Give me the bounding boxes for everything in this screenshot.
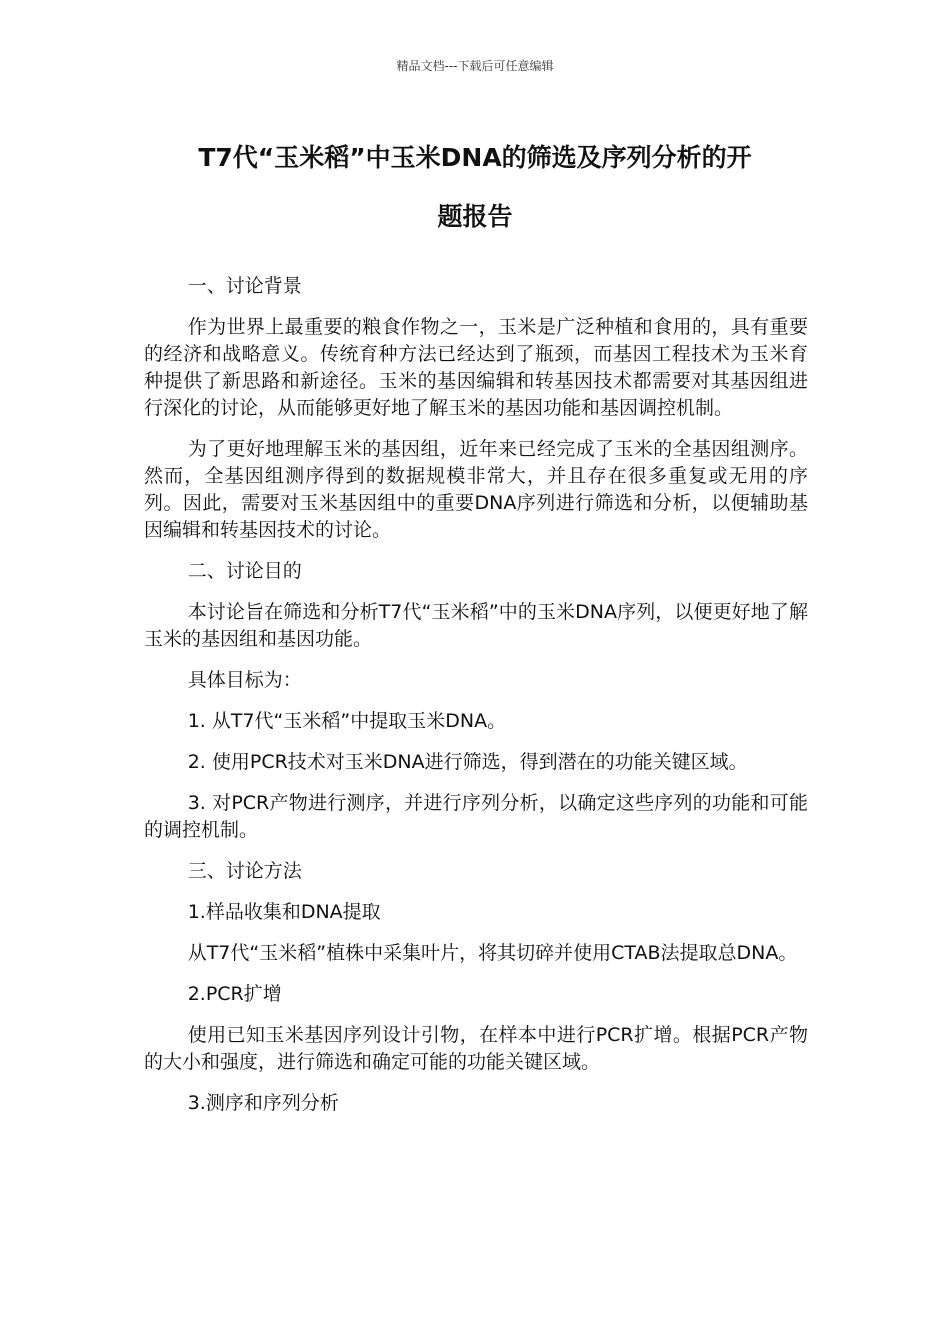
document-title-line-2: 题报告 <box>437 202 513 231</box>
section-heading-background: 一、讨论背景 <box>187 275 302 297</box>
list-item: 2. 使用PCR技术对玉米DNA进行筛选，得到潜在的功能关键区域。 <box>187 751 748 773</box>
subheading: 2.PCR扩增 <box>187 983 282 1005</box>
section-heading-purpose: 二、讨论目的 <box>187 560 302 582</box>
section-heading-methods: 三、讨论方法 <box>187 860 302 882</box>
paragraph: 具体目标为： <box>187 669 302 691</box>
list-item: 1. 从T7代“玉米稻”中提取玉米DNA。 <box>187 710 507 732</box>
paragraph: 使用已知玉米基因序列设计引物，在样本中进行PCR扩增。根据PCR产物的大小和强度，进行筛选和确定可能的功能关键区域。 <box>144 1024 808 1073</box>
page-header: 精品文档---下载后可任意编辑 <box>396 59 554 73</box>
document-title-line-1: T7代“玉米稻”中玉米DNA的筛选及序列分析的开 <box>198 143 752 172</box>
paragraph: 本讨论旨在筛选和分析T7代“玉米稻”中的玉米DNA序列，以便更好地了解玉米的基因组和基因功能。 <box>144 601 808 650</box>
subheading: 1.样品收集和DNA提取 <box>187 901 381 923</box>
subheading: 3.测序和序列分析 <box>187 1092 339 1114</box>
paragraph: 作为世界上最重要的粮食作物之一，玉米是广泛种植和食用的，具有重要的经济和战略意义。传统育种方法已经达到了瓶颈，而基因工程技术为玉米育种提供了新思路和新途径。玉米的基因编辑和转基因技术都需要对其基因组进行深化的讨论，从而能够更好地了解玉米的基因功能和基因调控机制。 <box>144 316 808 419</box>
paragraph: 为了更好地理解玉米的基因组，近年来已经完成了玉米的全基因组测序。然而，全基因组测序得到的数据规模非常大，并且存在很多重复或无用的序列。因此，需要对玉米基因组中的重要DNA序列进行筛选和分析，以便辅助基因编辑和转基因技术的讨论。 <box>144 438 808 541</box>
paragraph: 从T7代“玉米稻”植株中采集叶片，将其切碎并使用CTAB法提取总DNA。 <box>187 942 798 964</box>
document-body <box>144 273 808 1131</box>
list-item: 3. 对PCR产物进行测序，并进行序列分析，以确定这些序列的功能和可能的调控机制。 <box>144 792 808 841</box>
